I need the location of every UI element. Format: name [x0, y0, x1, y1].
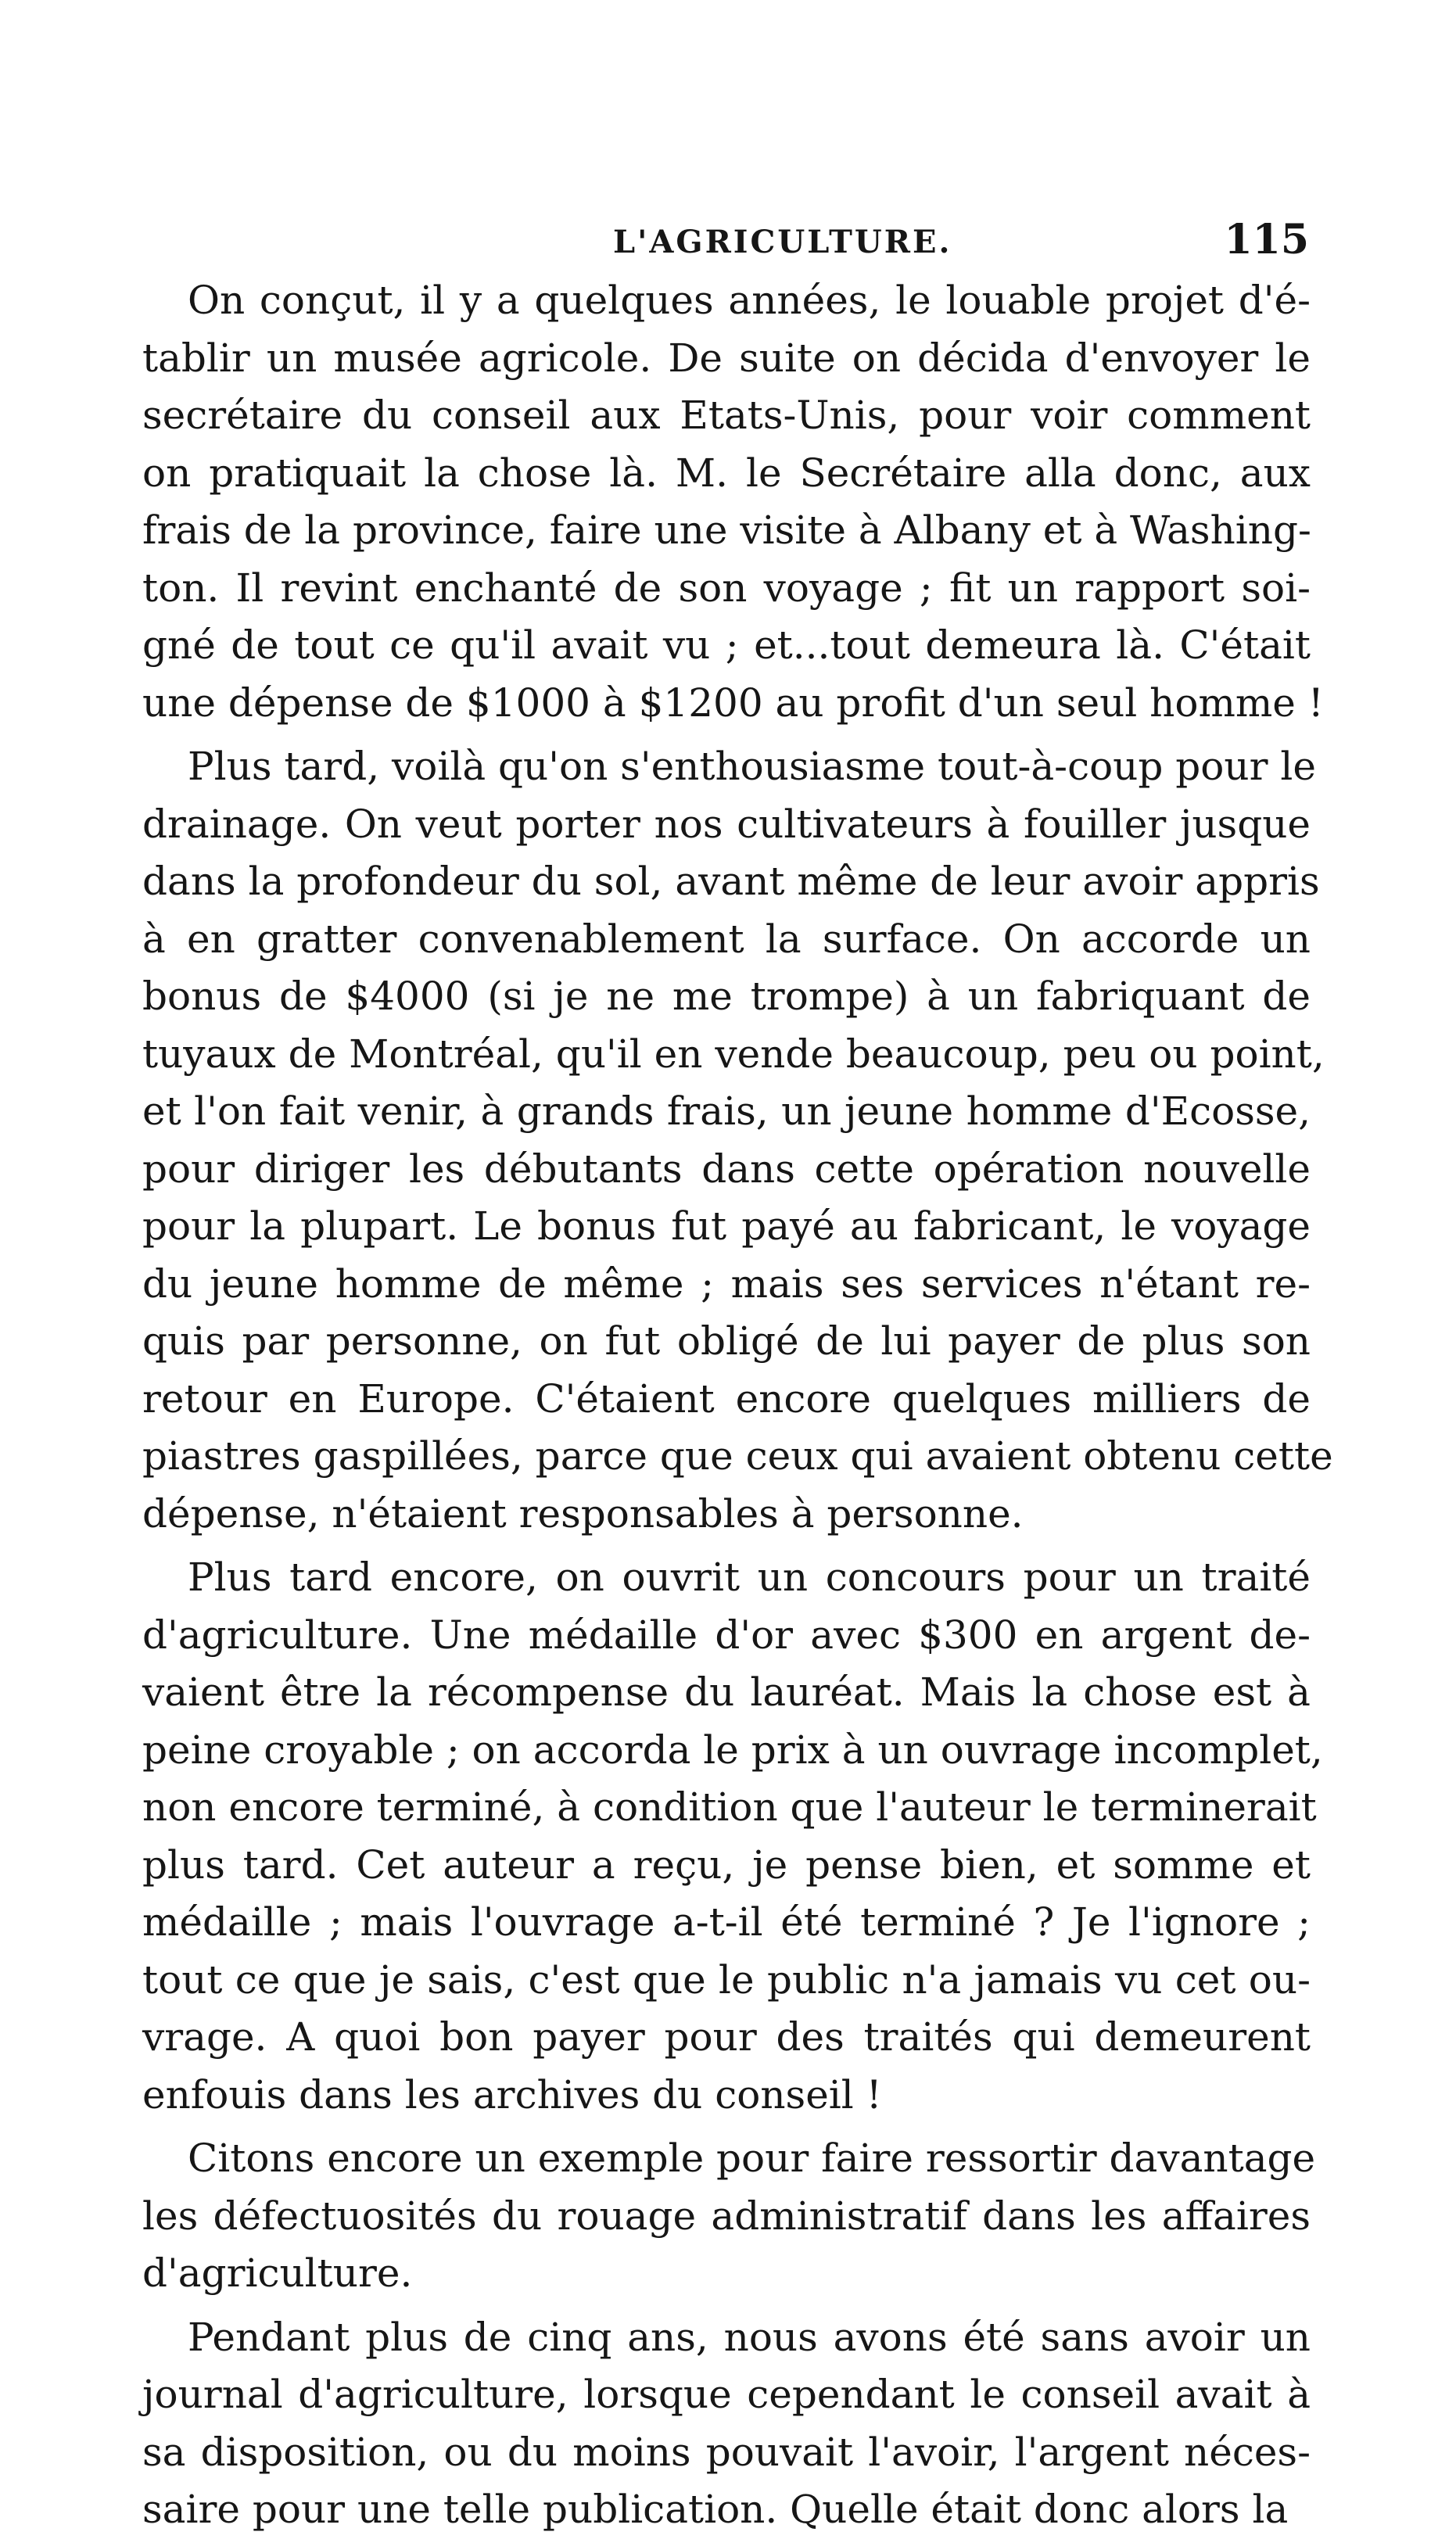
- text-line: dépense, n'étaient responsables à personne.: [142, 1490, 1024, 1537]
- text-line: frais de la province, faire une visite à Albany et à Washing-: [142, 507, 1311, 553]
- text-line: une dépense de $1000 à $1200 au profit d'un seul homme !: [142, 680, 1324, 726]
- text-line: médaille ; mais l'ouvrage a-t-il été terminé ? Je l'ignore ;: [142, 1899, 1311, 1945]
- paragraph: [142, 738, 1333, 1543]
- text-line: tablir un musée agricole. De suite on décida d'envoyer le: [142, 335, 1311, 381]
- text-line: vrage. A quoi bon payer pour des traités qui demeurent: [142, 2014, 1311, 2060]
- text-line: d'agriculture.: [142, 2250, 413, 2296]
- text-line: Citons encore un exemple pour faire ressortir davantage: [188, 2136, 1316, 2181]
- text-line: On conçut, il y a quelques années, le louable projet d'é-: [188, 278, 1311, 323]
- text-line: piastres gaspillées, parce que ceux qui avaient obtenu cette: [142, 1433, 1333, 1479]
- text-line: Plus tard encore, on ouvrit un concours pour un traité: [188, 1555, 1311, 1600]
- text-line: on pratiquait la chose là. M. le Secrétaire alla donc, aux: [142, 450, 1311, 496]
- page-number: 115: [1224, 216, 1309, 264]
- text-line: à en gratter convenablement la surface. On accorde un: [142, 916, 1311, 962]
- text-line: les défectuosités du rouage administratif dans les affaires: [142, 2193, 1311, 2239]
- text-line: Plus tard, voilà qu'on s'enthousiasme tout-à-coup pour le: [188, 744, 1316, 789]
- paragraph-gap: [142, 2124, 1311, 2130]
- text-line: vaient être la récompense du lauréat. Mais la chose est à: [142, 1669, 1311, 1715]
- text-line: bonus de $4000 (si je ne me trompe) à un fabriquant de: [142, 974, 1311, 1019]
- paragraph: [142, 1549, 1323, 2124]
- text-line: gné de tout ce qu'il avait vu ; et...tout demeura là. C'était: [142, 622, 1311, 668]
- text-line: d'agriculture. Une médaille d'or avec $300 en argent de-: [142, 1612, 1311, 1658]
- running-header: [144, 210, 1309, 272]
- text-line: du jeune homme de même ; mais ses services n'étant re-: [142, 1261, 1311, 1307]
- text-line: tout ce que je sais, c'est que le public n'a jamais vu cet ou-: [142, 1956, 1311, 2003]
- text-line: dans la profondeur du sol, avant même de leur avoir appris: [142, 859, 1320, 904]
- running-title: L'AGRICULTURE.: [613, 224, 952, 260]
- text-line: peine croyable ; on accorda le prix à un ouvrage incomplet,: [142, 1727, 1323, 1773]
- text-line: saire pour une telle publication. Quelle était donc alors la: [142, 2487, 1289, 2532]
- text-line: retour en Europe. C'étaient encore quelques milliers de: [142, 1375, 1311, 1422]
- text-line: secrétaire du conseil aux Etats-Unis, pour voir comment: [142, 393, 1311, 438]
- body-text: [142, 272, 1333, 2539]
- text-line: journal d'agriculture, lorsque cependant le conseil avait à: [142, 2372, 1311, 2417]
- text-line: drainage. On veut porter nos cultivateurs à fouiller jusque: [142, 801, 1311, 847]
- text-line: quis par personne, on fut obligé de lui payer de plus son: [142, 1318, 1311, 1364]
- paragraph: [142, 2130, 1316, 2303]
- text-line: pour diriger les débutants dans cette opération nouvelle: [142, 1146, 1311, 1192]
- paragraph-gap: [142, 1543, 1311, 1549]
- text-line: sa disposition, ou du moins pouvait l'avoir, l'argent néces-: [142, 2429, 1311, 2475]
- text-line: ton. Il revint enchanté de son voyage ; fit un rapport soi-: [142, 565, 1311, 611]
- text-line: et l'on fait venir, à grands frais, un jeune homme d'Ecosse,: [142, 1088, 1311, 1134]
- text-line: plus tard. Cet auteur a reçu, je pense bien, et somme et: [142, 1841, 1311, 1888]
- paragraph: [142, 272, 1324, 732]
- paragraph: [142, 2309, 1311, 2539]
- text-line: pour la plupart. Le bonus fut payé au fabricant, le voyage: [142, 1203, 1311, 1249]
- text-line: tuyaux de Montréal, qu'il en vende beaucoup, peu ou point,: [142, 1031, 1325, 1077]
- text-line: enfouis dans les archives du conseil !: [142, 2071, 882, 2118]
- paragraph-gap: [142, 732, 1311, 738]
- paragraph-gap: [142, 2303, 1311, 2309]
- text-line: non encore terminé, à condition que l'auteur le terminerait: [142, 1784, 1317, 1830]
- text-line: Pendant plus de cinq ans, nous avons été sans avoir un: [188, 2314, 1311, 2360]
